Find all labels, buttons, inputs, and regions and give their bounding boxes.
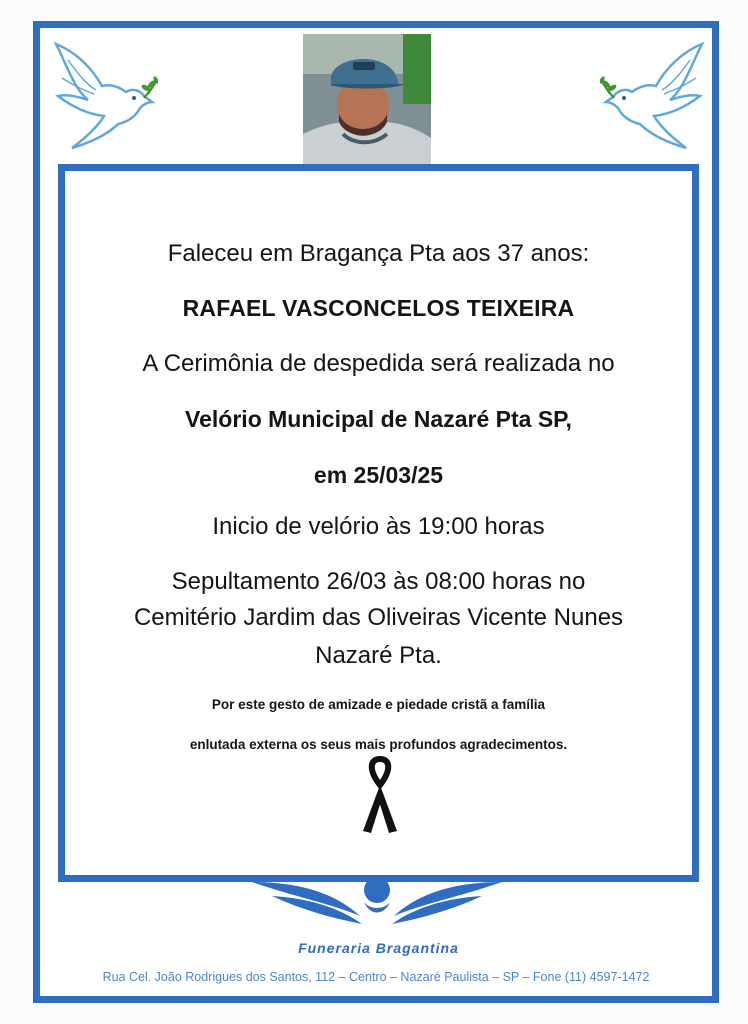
dove-icon: [48, 38, 158, 158]
dove-icon: [600, 38, 710, 158]
deceased-name: RAFAEL VASCONCELOS TEIXEIRA: [182, 295, 575, 321]
wake-start-time: Inicio de velório às 19:00 horas: [212, 513, 545, 540]
thanks-line-2: enlutada externa os seus mais profundos agradecimentos.: [189, 737, 568, 752]
ceremony-intro: A Cerimônia de despedida será realizada no: [142, 350, 615, 377]
thanks-line-1: Por este gesto de amizade e piedade cristã a família: [211, 697, 546, 712]
death-statement: Faleceu em Bragança Pta aos 37 anos:: [167, 240, 590, 267]
portrait-photo: [303, 34, 431, 164]
funeral-home-address: Rua Cel. João Rodrigues dos Santos, 112 – Centro – Nazaré Paulista – SP – Fone (11) 4597-1472: [102, 970, 650, 984]
mourning-ribbon-icon: [355, 755, 405, 837]
burial-line-3: Nazaré Pta.: [315, 642, 442, 669]
venue-name: Velório Municipal de Nazaré Pta SP,: [185, 406, 572, 432]
funeral-home-name: Funeraria Bragantina: [298, 940, 459, 956]
ceremony-date: em 25/03/25: [313, 462, 444, 488]
burial-line-1: Sepultamento 26/03 às 08:00 horas no: [171, 568, 586, 595]
burial-line-2: Cemitério Jardim das Oliveiras Vicente Nunes: [133, 604, 624, 631]
funeral-home-logo: [252, 876, 502, 928]
